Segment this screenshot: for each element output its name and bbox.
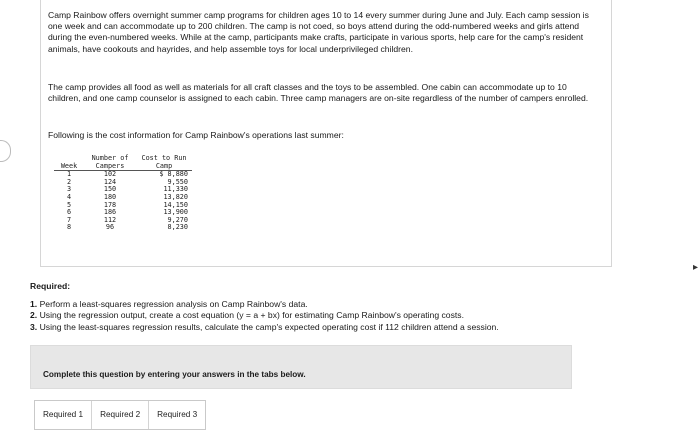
- col-header-campers-2: Campers: [84, 163, 136, 171]
- instruction-text: Complete this question by entering your answers in the tabs below.: [43, 370, 306, 379]
- required-item: 2. Using the regression output, create a cost equation (y = a + bx) for estimating Camp Rainbow's operating costs.: [30, 310, 464, 321]
- cost-info-lead: Following is the cost information for Camp Rainbow's operations last summer:: [48, 130, 344, 140]
- side-collapse-handle[interactable]: [0, 140, 11, 162]
- instruction-banner: [30, 345, 572, 389]
- col-header-cost-1: Cost to Run: [141, 154, 187, 162]
- col-header-week: Week: [54, 163, 84, 171]
- table-row: 1 102 $ 8,880: [66, 170, 188, 179]
- answer-tabs: [34, 400, 206, 430]
- table-row: 4 180 13,820: [66, 192, 188, 201]
- table-row: 5 178 14,150: [66, 200, 188, 209]
- required-title: Required:: [30, 281, 71, 291]
- table-row: 3 150 11,330: [66, 185, 188, 194]
- col-header-cost-2: Camp: [136, 163, 192, 171]
- table-row: 2 124 9,550: [66, 177, 188, 186]
- required-section: [30, 281, 670, 333]
- tab-required-2[interactable]: Required 2: [92, 401, 149, 429]
- tab-required-3[interactable]: Required 3: [157, 410, 198, 419]
- required-item: 3. Using the least-squares regression results, calculate the camp's expected operating cost if 112 children attend a session.: [30, 321, 499, 332]
- tab-required-1[interactable]: Required 1: [35, 401, 92, 429]
- required-item: 1. Perform a least-squares regression analysis on Camp Rainbow's data.: [30, 299, 308, 310]
- intro-paragraph: Camp Rainbow offers overnight summer camp programs for children ages 10 to 14 every summer during June and July. Each camp session is one week and can accommodate up to 200 children. The camp is not coed, so boys attend during the odd-numbered weeks and girls attend during the even-numbered weeks. While at the camp, participants make crafts, participate in various sports, help care for the camp's resident animals, have cookouts and hayrides, and help assemble toys for local underprivileged children.: [48, 10, 589, 54]
- cursor-arrow-icon: ▸: [692, 262, 698, 273]
- cost-data-table: [54, 155, 192, 232]
- table-row: 7 112 9,270: [66, 215, 188, 224]
- col-header-campers-1: Number of: [91, 154, 129, 162]
- table-row: 6 186 13,900: [66, 208, 188, 217]
- food-materials-paragraph: The camp provides all food as well as materials for all craft classes and the toys to be assembled. One cabin can accommodate up to 10 children, and one camp counselor is assigned to each cabin. Three camp managers are on-site regardless of the number of campers enrolled.: [48, 82, 589, 104]
- table-row: 8 96 8,230: [66, 223, 188, 232]
